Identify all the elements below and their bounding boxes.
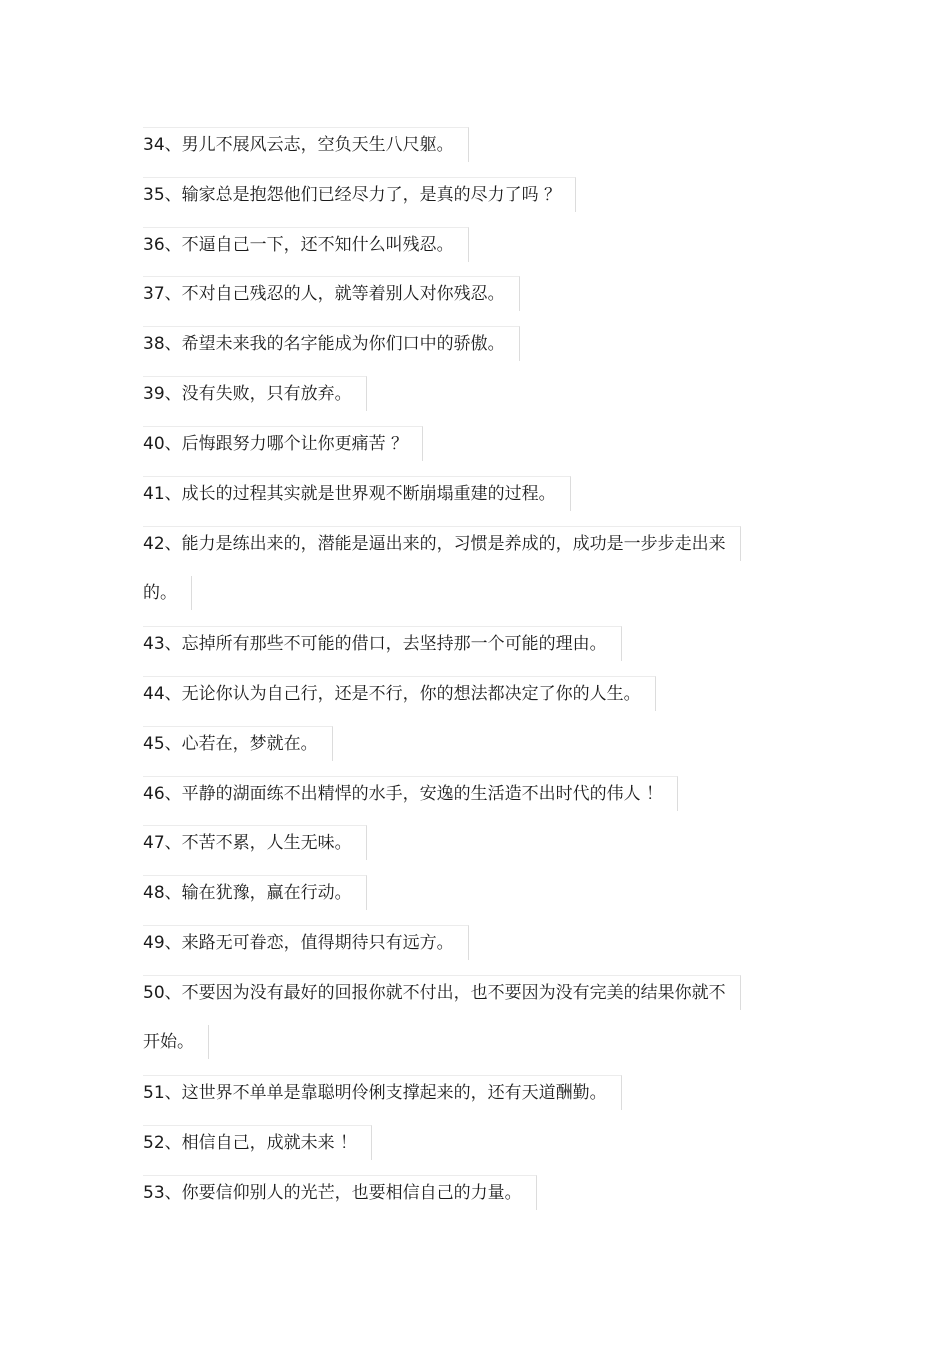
quote-line-40: 40、后悔跟努力哪个让你更痛苦 ？ [143,426,423,461]
quote-line-43: 43、忘掉所有那些不可能的借口，去坚持那一个可能的理由。 [143,626,622,661]
quote-line-34: 34、男儿不展风云志，空负天生八尺躯。 [143,127,469,162]
quote-line-46: 46、平静的湖面练不出精悍的水手，安逸的生活造不出时代的伟人 ！ [143,776,678,811]
quote-line-51: 51、这世界不单单是靠聪明伶俐支撑起来的，还有天道酬勤。 [143,1075,622,1110]
quote-line-42: 42、能力是练出来的，潜能是逼出来的，习惯是养成的，成功是一步步走出来 [143,526,741,561]
quote-line-45: 45、心若在，梦就在。 [143,726,333,761]
quote-line-48: 48、输在犹豫，赢在行动。 [143,875,367,910]
quote-line-36: 36、不逼自己一下，还不知什么叫残忍。 [143,227,469,262]
quote-line-38: 38、希望未来我的名字能成为你们口中的骄傲。 [143,326,520,361]
quote-line-53: 53、你要信仰别人的光芒，也要相信自己的力量。 [143,1175,537,1210]
quote-line-50-continued: 开始。 [143,1025,209,1059]
quote-line-49: 49、来路无可眷恋，值得期待只有远方。 [143,925,469,960]
quote-line-37: 37、不对自己残忍的人，就等着别人对你残忍。 [143,276,520,311]
quote-line-47: 47、不苦不累，人生无味。 [143,825,367,860]
quote-line-35: 35、输家总是抱怨他们已经尽力了，是真的尽力了吗 ？ [143,177,576,212]
quote-line-50: 50、不要因为没有最好的回报你就不付出，也不要因为没有完美的结果你就不 [143,975,741,1010]
quote-line-39: 39、没有失败，只有放弃。 [143,376,367,411]
quote-line-41: 41、成长的过程其实就是世界观不断崩塌重建的过程。 [143,476,571,511]
quote-line-44: 44、无论你认为自己行，还是不行，你的想法都决定了你的人生。 [143,676,656,711]
quote-line-52: 52、相信自己，成就未来 ！ [143,1125,372,1160]
quote-line-42-continued: 的。 [143,576,192,610]
